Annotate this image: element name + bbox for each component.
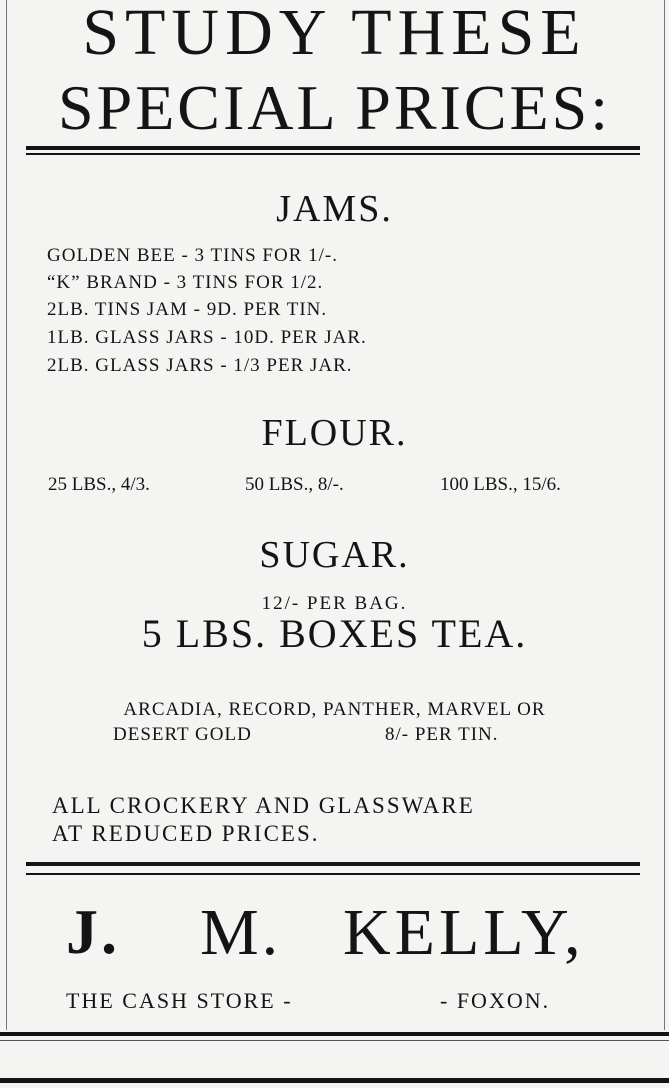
jam-item: GOLDEN BEE - 3 TINS FOR 1/-.	[47, 245, 339, 266]
headline-line-2: SPECIAL PRICES:	[58, 72, 611, 143]
flour-price-25lbs: 25 LBS., 4/3.	[48, 474, 150, 495]
bottom-rule-thick	[0, 1032, 669, 1036]
headline-rule-thick	[26, 146, 640, 150]
tea-brands-line: ARCADIA, RECORD, PANTHER, MARVEL OR	[123, 699, 546, 720]
crockery-line-2: AT REDUCED PRICES.	[52, 821, 320, 846]
jam-item: “K” BRAND - 3 TINS FOR 1/2.	[47, 272, 324, 293]
store-surname: KELLY,	[343, 896, 585, 969]
bottom-rule-thin	[0, 1040, 669, 1041]
footer-rule-thick	[26, 862, 640, 866]
store-initial-m: M.	[200, 896, 282, 969]
store-tagline: THE CASH STORE -	[66, 988, 293, 1013]
store-location: - FOXON.	[440, 988, 551, 1013]
jam-item: 2LB. TINS JAM - 9D. PER TIN.	[47, 299, 328, 320]
tea-brand-last: DESERT GOLD	[113, 724, 252, 745]
tea-title: 5 LBS. BOXES TEA.	[141, 611, 528, 656]
store-initial-j: J.	[66, 896, 120, 967]
footer-rule-thin	[26, 873, 640, 875]
flour-price-100lbs: 100 LBS., 15/6.	[440, 474, 561, 495]
bottom-rule-base	[0, 1078, 669, 1083]
flour-title: FLOUR.	[261, 412, 408, 454]
jam-item: 2LB. GLASS JARS - 1/3 PER JAR.	[47, 355, 353, 376]
headline-line-1: STUDY THESE	[82, 0, 587, 69]
sugar-price: 12/- PER BAG.	[261, 593, 408, 614]
crockery-line-1: ALL CROCKERY AND GLASSWARE	[52, 793, 475, 818]
sugar-title: SUGAR.	[259, 534, 410, 576]
headline-rule-thin	[26, 153, 640, 155]
flour-price-50lbs: 50 LBS., 8/-.	[245, 474, 344, 495]
jams-title: JAMS.	[276, 188, 393, 230]
jam-item: 1LB. GLASS JARS - 10D. PER JAR.	[47, 327, 367, 348]
tea-price: 8/- PER TIN.	[385, 724, 499, 745]
